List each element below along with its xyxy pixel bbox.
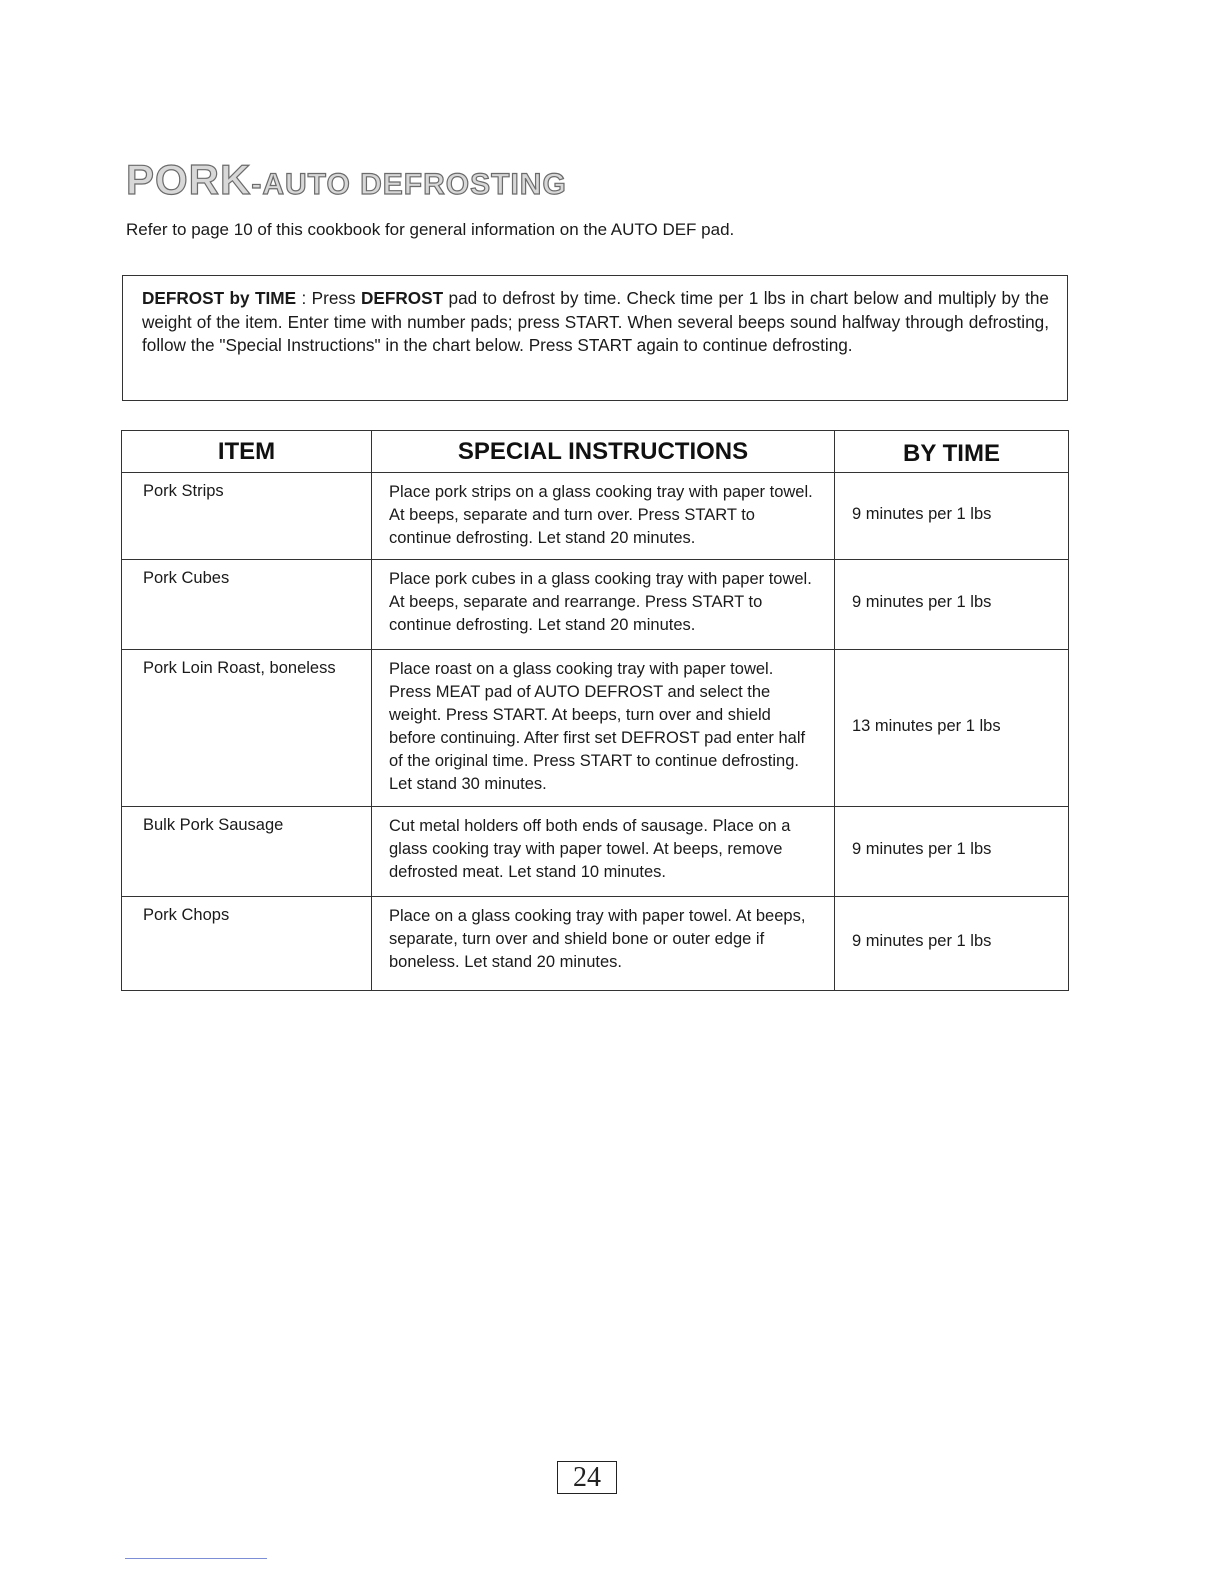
header-item: ITEM xyxy=(122,431,372,473)
row-time: 9 minutes per 1 lbs xyxy=(835,897,1069,991)
title-main: PORK xyxy=(126,156,252,203)
row-instructions: Place pork cubes in a glass cooking tray with paper towel. At beeps, separate and rearrange. Press START to continue defrosting. Let stand 20 minutes. xyxy=(372,560,835,650)
row-item: Pork Loin Roast, boneless xyxy=(122,650,372,807)
row-instructions: Cut metal holders off both ends of sausage. Place on a glass cooking tray with paper towel. At beeps, remove defrosted meat. Let stand 10 minutes. xyxy=(372,807,835,897)
row-time: 9 minutes per 1 lbs xyxy=(835,473,1069,560)
header-time: BY TIME xyxy=(835,431,1069,473)
row-time: 9 minutes per 1 lbs xyxy=(835,807,1069,897)
table-row xyxy=(122,807,1069,897)
title-sub: -AUTO DEFROSTING xyxy=(251,168,567,201)
row-item: Bulk Pork Sausage xyxy=(122,807,372,897)
defrost-colon: : Press xyxy=(296,288,361,308)
page-number: 24 xyxy=(557,1461,617,1494)
defrost-text: pad to defrost by time. Check time per 1 lbs in chart below and multiply by the weight of the item. Enter time with number pads; press START. When several beeps sound halfway through defrosting, follow the "Special Instructions" in the chart below. Press START again to continue defrosting. xyxy=(142,288,1049,355)
row-time: 9 minutes per 1 lbs xyxy=(835,560,1069,650)
header-instructions: SPECIAL INSTRUCTIONS xyxy=(372,431,835,473)
table-row xyxy=(122,473,1069,560)
footer-divider xyxy=(125,1558,267,1559)
row-item: Pork Strips xyxy=(122,473,372,560)
row-instructions: Place on a glass cooking tray with paper towel. At beeps, separate, turn over and shield bone or outer edge if boneless. Let stand 20 minutes. xyxy=(372,897,835,991)
row-time: 13 minutes per 1 lbs xyxy=(835,650,1069,807)
defrost-label: DEFROST by TIME xyxy=(142,288,297,308)
defrost-paragraph xyxy=(142,287,1049,358)
table-row xyxy=(122,897,1069,991)
row-instructions: Place roast on a glass cooking tray with paper towel. Press MEAT pad of AUTO DEFROST and select the weight. Press START. At beeps, turn over and shield before continuing. After first set DEFROST pad enter half of the original time. Press START to continue defrosting. Let stand 30 minutes. xyxy=(372,650,835,807)
row-item: Pork Chops xyxy=(122,897,372,991)
table-header-row xyxy=(122,431,1069,473)
intro-text: Refer to page 10 of this cookbook for general information on the AUTO DEF pad. xyxy=(126,220,735,239)
defrost-pad-name: DEFROST xyxy=(360,288,444,308)
page-title xyxy=(126,156,567,204)
defrost-table xyxy=(121,430,1069,991)
row-item: Pork Cubes xyxy=(122,560,372,650)
table-row xyxy=(122,560,1069,650)
defrost-by-time-box xyxy=(122,275,1068,401)
table-row xyxy=(122,650,1069,807)
row-instructions: Place pork strips on a glass cooking tray with paper towel. At beeps, separate and turn over. Press START to continue defrosting. Let stand 20 minutes. xyxy=(372,473,835,560)
